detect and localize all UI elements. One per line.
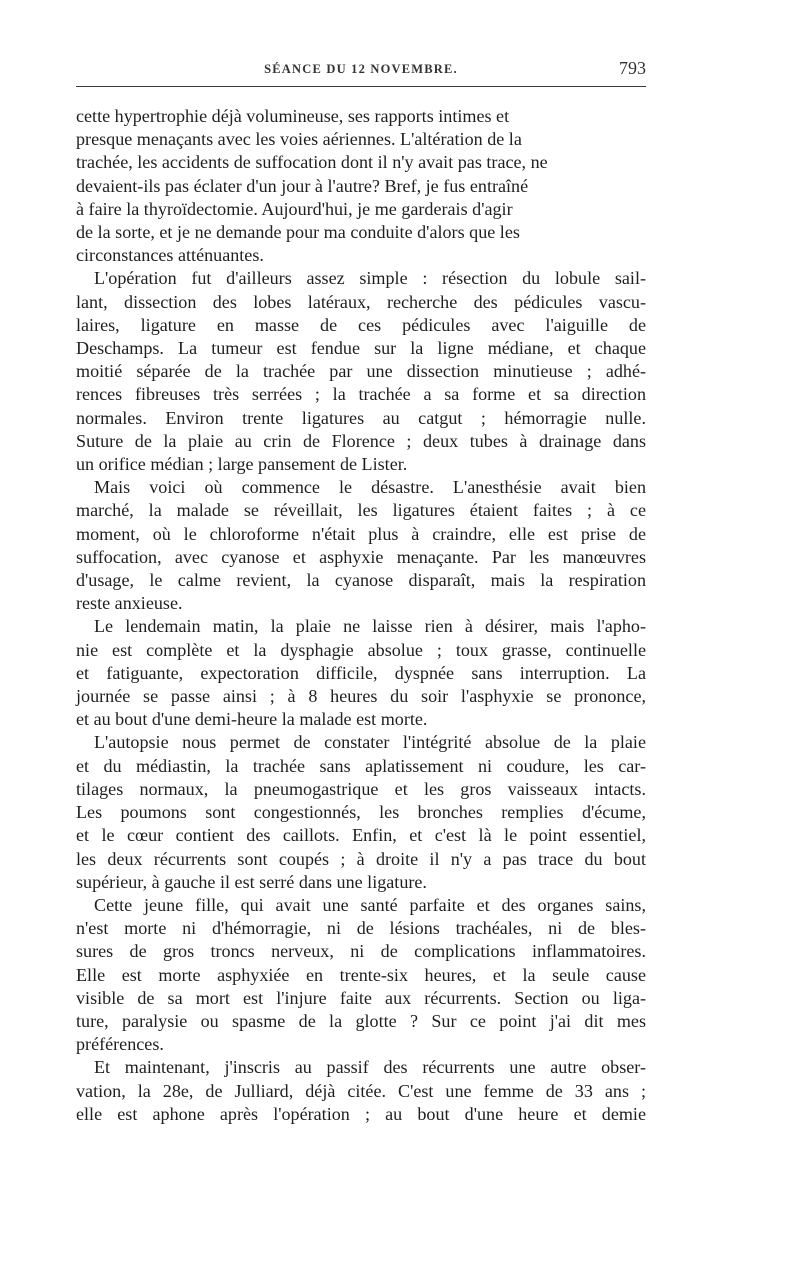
text-line: Le lendemain matin, la plaie ne laisse rien à désirer, mais l'apho-	[94, 616, 646, 637]
text-line: laires, ligature en masse de ces pédicules avec l'aiguille de	[76, 314, 646, 335]
text-line: L'opération fut d'ailleurs assez simple : résection du lobule sail-	[94, 268, 646, 289]
text-line: Les poumons sont congestionnés, les bronches remplies d'écume,	[76, 802, 646, 823]
text-line: marché, la malade se réveillait, les ligatures étaient faites ; à ce	[76, 500, 646, 521]
text-line: reste anxieuse.	[76, 593, 183, 614]
text-line: nie est complète et la dysphagie absolue ; toux grasse, continuelle	[76, 639, 646, 660]
text-line: rences fibreuses très serrées ; la trachée a sa forme et sa direction	[76, 384, 646, 405]
text-line: Cette jeune fille, qui avait une santé parfaite et des organes sains,	[94, 894, 646, 915]
text-line: à faire la thyroïdectomie. Aujourd'hui, je me garderais d'agir	[76, 198, 513, 219]
text-line: et fatiguante, expectoration difficile, dyspnée sans interruption. La	[76, 662, 646, 683]
text-line: lant, dissection des lobes latéraux, recherche des pédicules vascu-	[76, 291, 646, 312]
text-line: et du médiastin, la trachée sans aplatissement ni coudure, les car-	[76, 755, 646, 776]
text-line: devaient-ils pas éclater d'un jour à l'autre? Bref, je fus entraîné	[76, 175, 529, 196]
text-line: et le cœur contient des caillots. Enfin, et c'est là le point essentiel,	[76, 825, 646, 846]
text-line: Et maintenant, j'inscris au passif des récurrents une autre obser-	[94, 1057, 646, 1078]
text-line: moitié séparée de la trachée par une dissection minutieuse ; adhé-	[76, 361, 646, 382]
text-line: suffocation, avec cyanose et asphyxie menaçante. Par les manœuvres	[76, 546, 646, 567]
paragraph-6	[76, 894, 646, 1056]
text-line: Elle est morte asphyxiée en trente-six heures, et la seule cause	[76, 964, 646, 985]
text-line: ture, paralysie ou spasme de la glotte ? Sur ce point j'ai dit mes	[76, 1010, 646, 1031]
text-line: de la sorte, et je ne demande pour ma conduite d'alors que les	[76, 222, 520, 243]
text-line: et au bout d'une demi-heure la malade est morte.	[76, 709, 428, 730]
text-line: préférences.	[76, 1034, 164, 1055]
text-line: tilages normaux, la pneumogastrique et les gros vaisseaux intacts.	[76, 778, 646, 799]
text-line: elle est aphone après l'opération ; au bout d'une heure et demie	[76, 1103, 646, 1124]
text-line: L'autopsie nous permet de constater l'intégrité absolue de la plaie	[94, 732, 646, 753]
book-page	[76, 56, 646, 1126]
text-line: Mais voici où commence le désastre. L'anesthésie avait bien	[94, 477, 646, 498]
text-line: sures de gros troncs nerveux, ni de complications inflammatoires.	[76, 941, 646, 962]
paragraph-5	[76, 731, 646, 893]
text-line: n'est morte ni d'hémorragie, ni de lésions trachéales, ni de bles-	[76, 918, 646, 939]
paragraph-1	[76, 105, 646, 267]
text-line: vation, la 28e, de Julliard, déjà citée. C'est une femme de 33 ans ;	[76, 1080, 646, 1101]
text-line: journée se passe ainsi ; à 8 heures du soir l'asphyxie se prononce,	[76, 686, 646, 707]
text-line: presque menaçants avec les voies aériennes. L'altération de la	[76, 129, 522, 150]
text-line: cette hypertrophie déjà volumineuse, ses rapports intimes et	[76, 106, 510, 126]
paragraph-3	[76, 476, 646, 615]
page-body	[76, 105, 646, 1126]
text-line: visible de sa mort est l'injure faite aux récurrents. Section ou liga-	[76, 987, 646, 1008]
page-number: 793	[619, 58, 646, 78]
paragraph-7	[76, 1056, 646, 1126]
text-line: les deux récurrents sont coupés ; à droite il n'y a pas trace du bout	[76, 848, 646, 869]
text-line: normales. Environ trente ligatures au catgut ; hémorragie nulle.	[76, 407, 646, 428]
text-line: trachée, les accidents de suffocation dont il n'y avait pas trace, ne	[76, 152, 548, 173]
paragraph-4	[76, 615, 646, 731]
text-line: Suture de la plaie au crin de Florence ; deux tubes à drainage dans	[76, 430, 646, 451]
text-line: moment, où le chloroforme n'était plus à craindre, elle est prise de	[76, 523, 646, 544]
text-line: un orifice médian ; large pansement de Lister.	[76, 454, 408, 475]
page-header	[76, 56, 646, 87]
text-line: Deschamps. La tumeur est fendue sur la ligne médiane, et chaque	[76, 338, 646, 359]
running-title: SÉANCE DU 12 NOVEMBRE.	[264, 62, 458, 76]
text-line: circonstances atténuantes.	[76, 245, 264, 266]
text-line: d'usage, le calme revient, la cyanose disparaît, mais la respiration	[76, 570, 646, 591]
paragraph-2	[76, 267, 646, 476]
text-line: supérieur, à gauche il est serré dans une ligature.	[76, 871, 427, 892]
